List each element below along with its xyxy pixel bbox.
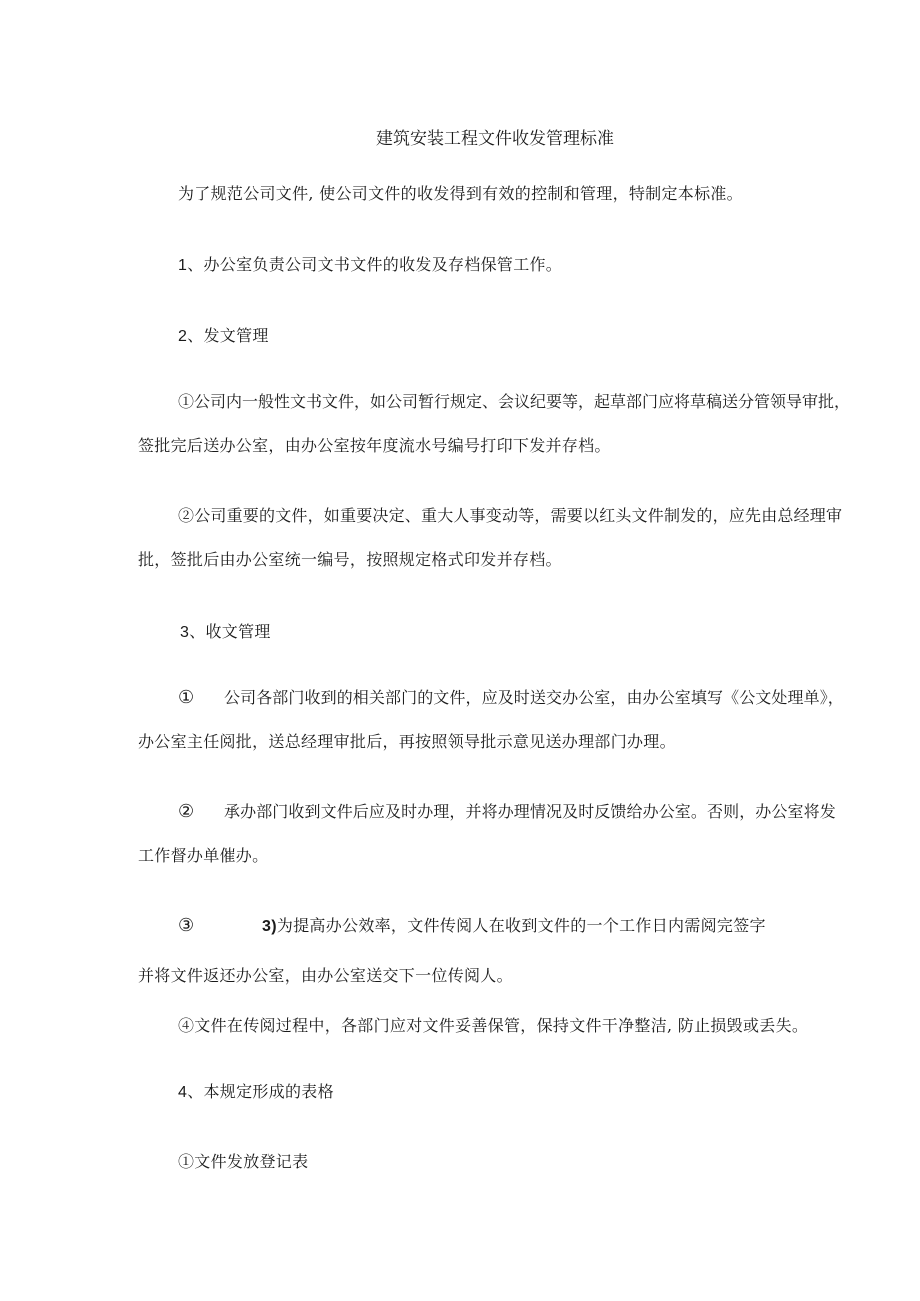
section-3-item-1-line-1: 公司各部门收到的相关部门的文件，应及时送交办公室，由办公室填写《公文处理单》， <box>224 688 844 707</box>
section-2-item-2-line-2: 批，签批后由办公室统一编号，按照规定格式印发并存档。 <box>138 550 562 569</box>
section-3-item-3-text: 为提高办公效率，文件传阅人在收到文件的一个工作日内需阅完签字 <box>276 916 766 935</box>
section-4-number: 4 <box>178 1084 188 1101</box>
section-2-heading <box>178 326 269 347</box>
section-1 <box>178 255 562 276</box>
section-3-heading <box>180 622 271 643</box>
section-3-item-1-line-2: 办公室主任阅批，送总经理审批后，再按照领导批示意见送办理部门办理。 <box>138 732 676 751</box>
section-3-item-4: ④文件在传阅过程中，各部门应对文件妥善保管，保持文件干净整洁, 防止损毁或丢失。 <box>178 1016 809 1035</box>
section-4-heading-text: 、本规定形成的表格 <box>187 1082 334 1101</box>
section-3-item-2-line-2: 工作督办单催办。 <box>138 846 269 865</box>
section-3-heading-text: 、收文管理 <box>189 622 271 641</box>
section-3-number: 3 <box>180 624 190 641</box>
section-1-number: 1 <box>178 257 188 274</box>
section-3-item-2-line-1: 承办部门收到文件后应及时办理，并将办理情况及时反馈给办公室。否则，办公室将发 <box>224 802 836 821</box>
section-3-item-3-number: 3) <box>262 918 277 935</box>
section-4-item-1: ①文件发放登记表 <box>178 1152 309 1171</box>
section-3-item-2-marker: ② <box>178 801 195 822</box>
document-title: 建筑安装工程文件收发管理标准 <box>376 129 614 149</box>
section-2-item-2-line-1: ②公司重要的文件，如重要决定、重大人事变动等，需要以红头文件制发的，应先由总经理审 <box>178 506 843 525</box>
section-2-item-1-line-1: ①公司内一般性文书文件，如公司暂行规定、会议纪要等，起草部门应将草稿送分管领导审批， <box>178 392 851 411</box>
section-4-heading <box>178 1082 334 1103</box>
section-3-item-3-line-2: 并将文件返还办公室，由办公室送交下一位传阅人。 <box>138 966 513 985</box>
section-3-item-3-line-1 <box>262 916 766 937</box>
section-2-number: 2 <box>178 328 188 345</box>
section-2-item-1-line-2: 签批完后送办公室，由办公室按年度流水号编号打印下发并存档。 <box>138 436 611 455</box>
section-1-text: 、办公室负责公司文书文件的收发及存档保管工作。 <box>187 255 563 274</box>
section-3-item-1-marker: ① <box>178 687 195 708</box>
intro-paragraph: 为了规范公司文件, 使公司文件的收发得到有效的控制和管理，特制定本标准。 <box>178 184 743 203</box>
section-3-item-3-marker: ③ <box>178 915 195 936</box>
section-2-heading-text: 、发文管理 <box>187 326 269 345</box>
